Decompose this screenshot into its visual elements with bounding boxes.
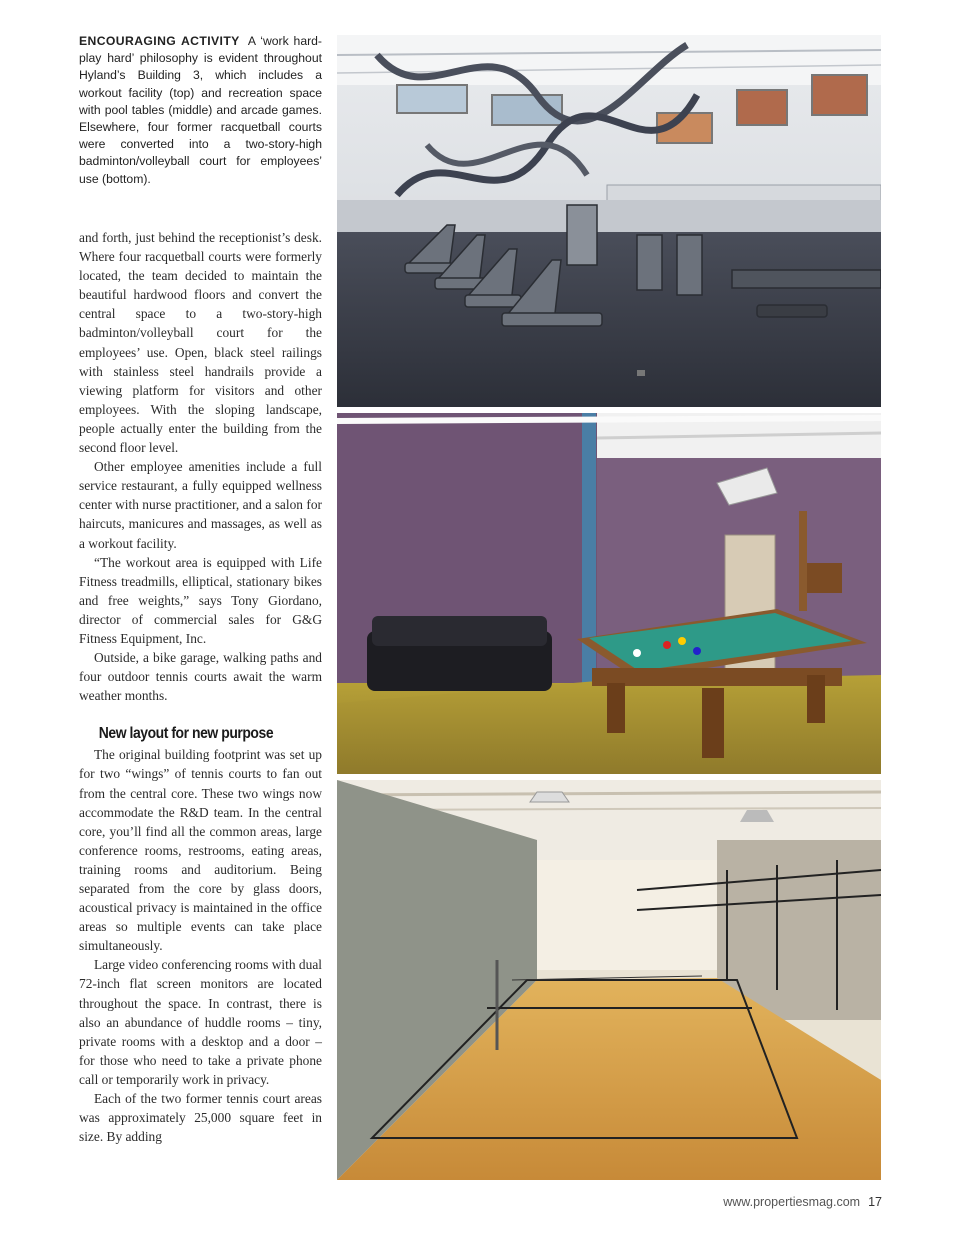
article-paragraph: The original building footprint was set up for two “wings” of tennis courts to fan out from the central core. These two wings now accommodate the R&D team. In the central core, you’ll find all the common areas, large conference rooms, restrooms, eating areas, training rooms and auditorium. Being separated from the core by glass doors, acoustical privacy is maintained in the office areas so multiple events can take place simultaneously.: [79, 747, 322, 954]
article-column: [79, 228, 322, 1146]
article-paragraph: Outside, a bike garage, walking paths and four outdoor tennis courts await the warm weather months.: [79, 650, 322, 704]
caption-lead: ENCOURAGING ACTIVITY: [79, 34, 240, 48]
workout-facility-photo: [337, 35, 881, 407]
section-heading: New layout for new purpose: [98, 725, 274, 743]
article-paragraph: “The workout area is equipped with Life Fitness treadmills, elliptical, stationary bikes and free weights,” says Tony Giordano, director of commercial sales for G&G Fitness Equipment, Inc.: [79, 554, 322, 646]
page-footer: [723, 1195, 882, 1209]
article-paragraph: Large video conferencing rooms with dual 72-inch flat screen monitors are located throughout the space. In contrast, there is also an abundance of huddle rooms – tiny, private rooms with a desktop and a door – for those who need to take a private phone call or temporarily work in privacy.: [79, 957, 322, 1087]
badminton-court-photo: [337, 780, 881, 1180]
article-paragraph: and forth, just behind the receptionist’s desk. Where four racquetball courts were formerly located, the team decided to maintain the beautiful hardwood floors and convert the central space to a two-story-high badminton/volleyball court for the employees’ use. Open, black steel railings with stainless steel handrails provide a viewing platform for visitors and other employees. With the sloping landscape, people actually enter the building from the second floor level.: [79, 230, 322, 456]
photo-caption: [79, 33, 322, 188]
caption-text: A ‘work hard-play hard’ philosophy is evident throughout Hyland’s Building 3, which includes a workout facility (top) and recreation space with pool tables (middle) and arcade games. Elsewhere, four former racquetball courts were converted into a two-story-high badminton/volleyball court for employees’ use (bottom).: [79, 34, 322, 186]
recreation-room-photo: [337, 413, 881, 774]
article-paragraph: Each of the two former tennis court areas was approximately 25,000 square feet in size. By adding: [79, 1091, 322, 1145]
footer-url: www.propertiesmag.com: [723, 1195, 861, 1209]
article-paragraph: Other employee amenities include a full service restaurant, a fully equipped wellness center with nurse practitioner, and a salon for haircuts, manicures and massages, as well as a workout facility.: [79, 459, 322, 551]
page-number: 17: [868, 1195, 882, 1209]
